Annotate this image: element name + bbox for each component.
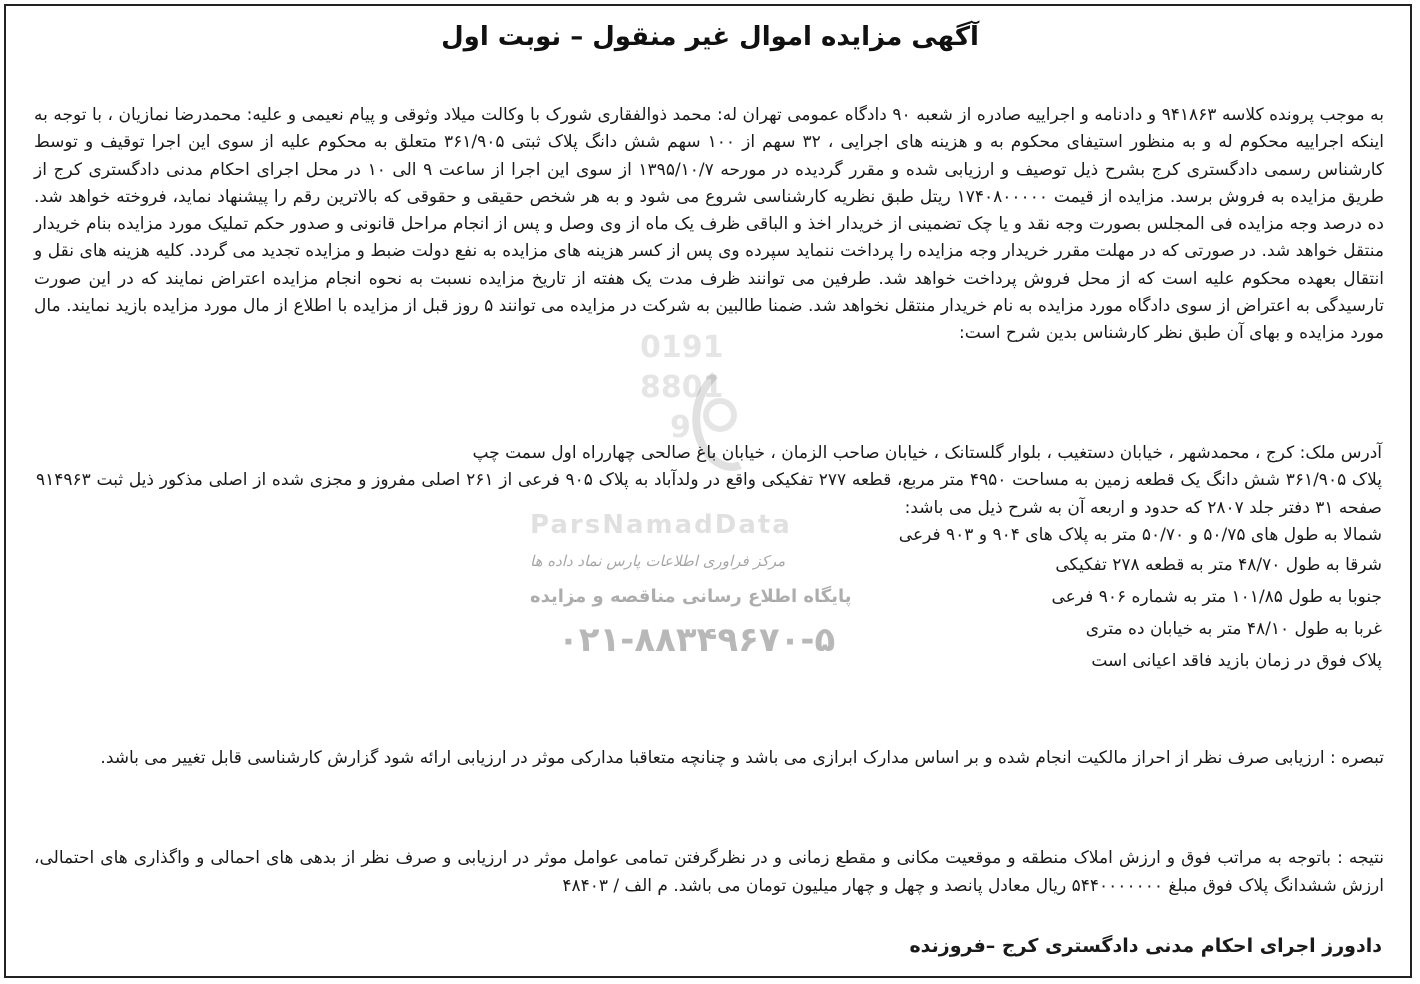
property-details bbox=[36, 440, 1382, 677]
plate-note: پلاک فوق در زمان بازید فاقد اعیانی است bbox=[1091, 651, 1382, 672]
watermark-number: 9 bbox=[670, 410, 691, 445]
bound-south: جنوبا به طول ۱۰۱/۸۵ متر به شماره ۹۰۶ فرعی bbox=[1051, 587, 1382, 608]
watermark-line2: پایگاه اطلاع رسانی مناقصه و مزایده bbox=[530, 586, 852, 607]
watermark-brand: ParsNamadData bbox=[530, 510, 792, 540]
property-plate: پلاک ۳۶۱/۹۰۵ شش دانگ یک قطعه زمین به مساحت ۴۹۵۰ متر مربع، قطعه ۲۷۷ تفکیکی واقع در ولدآباد به پلاک ۹۰۵ فرعی از ۲۶۱ اصلی مفروز و مجزی شده از اصلی مذکور ذیل ثبت ۹۱۴۹۶۳ صفحه ۳۱ دفتر جلد ۲۸۰۷ که حدود و اربعه آن به شرح ذیل می باشد: bbox=[36, 470, 1383, 518]
watermark-number: 8801 bbox=[640, 370, 724, 405]
note-tabsare: تبصره : ارزیابی صرف نظر از احراز مالکیت انجام شده و بر اساس مدارک ابرازی می باشد و چنانچه متعاقبا مدارکی موثر در ارزیابی ارائه شود گزارش کارشناسی قابل تغییر می باشد. bbox=[100, 748, 1384, 768]
notice-title: آگهی مزایده اموال غیر منقول – نوبت اول bbox=[441, 22, 979, 52]
bound-east: شرقا به طول ۴۸/۷۰ متر به قطعه ۲۷۸ تفکیکی bbox=[1055, 555, 1382, 576]
watermark-line1: مرکز فراوری اطلاعات پارس نماد داده ها bbox=[530, 552, 786, 570]
note-result: نتیجه : باتوجه به مراتب فوق و ارزش املاک منطقه و موقعیت مکانی و مقطع زمانی و در نظرگرفتن تمامی عوامل موثر در ارزیابی و صرف نظر از بدهی های احمالی و واگذاری های احتمالی، ارزش ششدانگ پلاک فوق مبلغ ۵۴۴۰۰۰۰۰۰۰ ریال معادل پانصد و چهل و چهار میلیون تومان می باشد. م الف / ۴۸۴۰۳ bbox=[34, 848, 1384, 896]
signature: دادورز اجرای احکام مدنی دادگستری کرج –فروزنده bbox=[909, 935, 1382, 957]
body-paragraph: به موجب پرونده کلاسه ۹۴۱۸۶۳ و دادنامه و اجراییه صادره از شعبه ۹۰ دادگاه عمومی تهران له: محمد ذوالفقاری شورک با وکالت میلاد وثوقی و پیام نعیمی و علیه: محمدرضا نمازیان ، با توجه به اینکه اجراییه محکوم له و به منظور استیفای محکوم به و هزینه های اجرایی ، ۳۲ سهم از ۱۰۰ سهم شش دانگ پلاک ثبتی ۳۶۱/۹۰۵ متعلق به محکوم علیه از سوی این اجرا توقیف و توسط کارشناس رسمی دادگستری کرج بشرح ذیل توصیف و ارزیابی شده و مقرر گردیده در مورحه ۱۳۹۵/۱۰/۷ از سوی این اجرا از ساعت ۹ الی ۱۰ در محل اجرای احکام مدنی دادگستری کرج از طریق مزایده به فروش برسد. مزایده از قیمت ۱۷۴۰۸۰۰۰۰۰ ریتل طبق نظریه کارشناسی شروع می شود و به هر شخص حقیقی و حقوقی که بالاترین رقم را پیشنهاد نماید، فروخته خواهد شد. ده درصد وجه مزایده فی المجلس بصورت وجه نقد و یا چک تضمینی از خریدار اخذ و الباقی ظرف یک ماه از وی وصل و پس از انجام مراحل قانونی و صدور حکم تملیک مورد مزایده بنام خریدار منتقل خواهد شد. در صورتی که در مهلت مقرر خریدار وجه مزایده را پرداخت ننماید سپرده وی پس از کسر هزینه های مزایده به نفع دولت ضبط و مزایده تجدید می گردد. کلیه هزینه های نقل و انتقال بعهده محکوم علیه است که از محل فروش پرداخت خواهد شد. طرفین می توانند ظرف مدت یک هفته از تاریخ مزایده نسبت به نحوه انجام مزایده اعتراض نمایند که در این صورت تارسیدگی به اعتراض از سوی دادگاه مورد مزایده به نام خریدار منتقل نخواهد شد. ضمنا طالبین به شرکت در مزایده می توانند ۵ روز قبل از مزایده با اطلاع از مال مورد مزایده بازید نمایند. مال مورد مزایده و بهای آن طبق نظر کارشناس بدین شرح است: bbox=[34, 105, 1385, 344]
watermark-number: 0191 bbox=[640, 330, 724, 365]
watermark-phone: ۰۲۱-۸۸۳۴۹۶۷۰-۵ bbox=[558, 620, 836, 660]
bound-west: غربا به طول ۴۸/۱۰ متر به خیابان ده متری bbox=[1085, 619, 1382, 640]
property-address: آدرس ملک: کرج ، محمدشهر ، خیابان دستغیب ، بلوار گلستانک ، خیابان صاحب الزمان ، خیابان باغ صالحی چهارراه اول سمت چپ bbox=[472, 443, 1382, 463]
bound-north: شمالا به طول های ۵۰/۷۵ و ۵۰/۷۰ متر به پلاک های ۹۰۴ و ۹۰۳ فرعی bbox=[898, 524, 1382, 545]
notice-body bbox=[34, 102, 1384, 348]
